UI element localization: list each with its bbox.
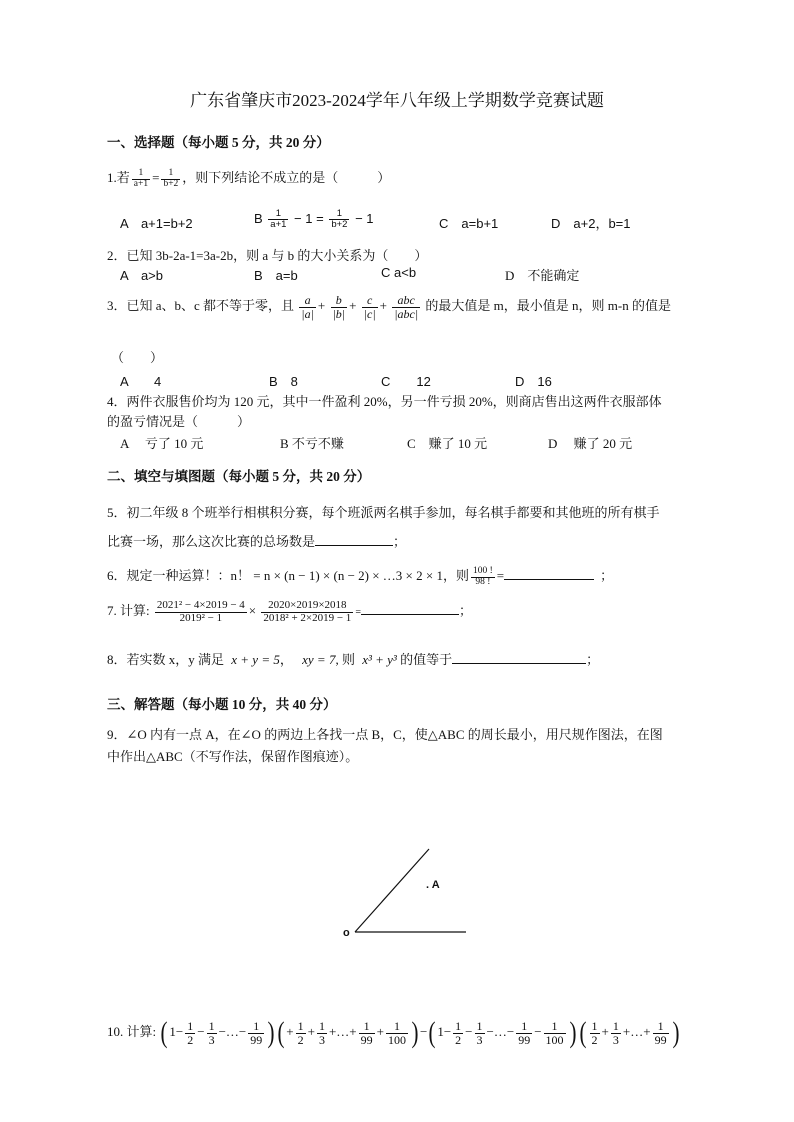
question-9-line-2: 中作出△ABC（不写作法，保留作图痕迹）。 xyxy=(107,749,359,764)
q3-fraction-c: $\frac{c}{|c|}$ xyxy=(363,293,376,321)
q1-left-fraction: $\frac{1}{a+1}$ xyxy=(133,167,149,189)
point-label-a: . A xyxy=(426,879,440,891)
q8-condition-1: x + y = 5 xyxy=(231,652,280,667)
question-9-line-1: 9．∠O 内有一点 A，在∠O 的两边上各找一点 B，C，使△ABC 的周长最小，用尺规作图法，在图 xyxy=(107,727,663,742)
q3-fraction-abc: $\frac{\text{abc}}{\text{|abc|}}$ xyxy=(394,293,419,321)
section-heading-fill: 二、填空与填图题（每小题 5 分，共 20 分） xyxy=(107,469,371,484)
q8-condition-2: xy = 7 xyxy=(302,652,336,667)
q1-equals: = xyxy=(152,170,160,185)
question-5-line-1: 5．初二年级 8 个班举行相棋积分赛，每个班派两名棋手参加，每名棋手都要和其他班的所有棋手 xyxy=(107,505,660,520)
angle-side-inclined xyxy=(355,849,429,932)
vertex-label-o: o xyxy=(343,927,350,939)
q6-fraction: $\frac{100 !}{98 !}$ xyxy=(472,565,493,587)
q1-prefix: 1.若 xyxy=(107,170,130,185)
question-5-line-2: 比赛一场，那么这次比赛的总场数是 ； xyxy=(107,534,407,549)
question-6-stem: 6．规定一种运算！：n！ = n × (n − 1) × (n − 2) × …3 × 2 × 1，则 $\frac{100 !}{98 !}$ = ； xyxy=(107,565,614,587)
q1-suffix: ，则下列结论不成立的是（ ） xyxy=(182,170,391,185)
q1-option-a: A a+1=b+2 xyxy=(120,216,193,231)
q3-fraction-b: $\frac{b}{|b|}$ xyxy=(332,293,346,321)
section-heading-solve: 三、解答题（每小题 10 分，共 40 分） xyxy=(107,697,337,712)
q4-option-c: C 赚了 10 元 xyxy=(407,436,488,451)
question-4-line-2: 的盈亏情况是（ ） xyxy=(107,414,251,429)
question-8-stem: 8．若实数 x，y 满足 x + y = 5， xy = 7, 则 x³ + y³ 的值等于 ； xyxy=(107,652,600,667)
q3-option-a: A 4 xyxy=(120,374,162,389)
q7-fraction-1: $\frac{\text{2021² − 4×2019 − 4}}{\text{2019² − 1}}$ xyxy=(156,599,245,624)
question-7-stem: 7. 计算: $\frac{\text{2021² − 4×2019 − 4}}{\text{2019² − 1}}$ × $\frac{2020\times 2019\times 2018}{\text{2018² + 2×2019 − 1}}$ = ； xyxy=(107,599,472,624)
q1-option-c: C a=b+1 xyxy=(439,216,499,231)
question-2-stem: 2．已知 3b-2a-1=3a-2b，则 a 与 b 的大小关系为（ ） xyxy=(107,248,428,263)
q4-option-b: B 不亏不赚 xyxy=(280,436,344,451)
question-4-line-1: 4．两件衣服售价均为 120 元，其中一件盈利 20%，另一件亏损 20%，则商店售出这两件衣服部体 xyxy=(107,394,662,409)
q4-option-d: D 赚了 20 元 xyxy=(548,436,633,451)
q1-right-fraction: $\frac{1}{b+2}$ xyxy=(163,167,179,189)
question-3-stem: 3．已知 a、b、c 都不等于零，且 $\frac{a}{|a|}$ + $\frac{b}{|b|}$ + $\frac{c}{|c|}$ + $\frac{\text{abc}}{\text{|abc|}}$ 的最大值是 m，最小值是 n，则 m-n 的值是 xyxy=(107,293,671,321)
q3-option-b: B 8 xyxy=(269,374,298,389)
section-heading-choice: 一、选择题（每小题 5 分，共 20 分） xyxy=(107,135,330,150)
q3-option-d: D 16 xyxy=(515,374,552,389)
q1-option-b-fraction-1: $\frac{1}{a+1}$ xyxy=(270,208,287,230)
q2-option-d: D 不能确定 xyxy=(505,268,580,283)
q4-option-a: A 亏了 10 元 xyxy=(120,436,204,451)
q3-fraction-a: $\frac{a}{|a|}$ xyxy=(301,293,314,321)
question-10-expression: 10. 计算: ( 1− $\frac{1}{2}$ − $\frac{1}{3}$ −…− $\frac{1}{99}$ ) ( + $\frac{1}{2}$ + $\frac{1}{3}$ +…+ $\frac{1}{99}$ + $\frac{1}{100}$ ) −( 1− $\frac{1}{2}$ − $\frac{1}{3}$ −…− $\frac{1}{99}$ − $\frac{1}{100}$ ) ( $\frac{1}{2}$ + $\frac{1}{3}$ +…+ $\frac{1}{99}$ ) xyxy=(107,1016,680,1049)
page-title: 广东省肇庆市2023-2024学年八年级上学期数学竞赛试题 xyxy=(190,91,604,110)
q1-option-b: B $\frac{1}{a+1}$ − 1 = $\frac{1}{b+2}$ − 1 xyxy=(254,208,374,230)
q2-option-b: B a=b xyxy=(254,268,298,283)
q1-option-d: D a+2，b=1 xyxy=(551,216,631,231)
q7-fraction-2: $\frac{2020\times 2019\times 2018}{\text{2018² + 2×2019 − 1}}$ xyxy=(263,599,352,624)
q3-answer-paren: （ ） xyxy=(111,350,164,365)
q2-option-a: A a>b xyxy=(120,268,164,283)
q3-option-c: C 12 xyxy=(381,374,431,389)
q2-option-c: C a<b xyxy=(381,265,417,280)
q8-expression: x³ + y³ xyxy=(362,652,397,667)
q1-option-b-fraction-2: $\frac{1}{b+2}$ xyxy=(331,208,348,230)
